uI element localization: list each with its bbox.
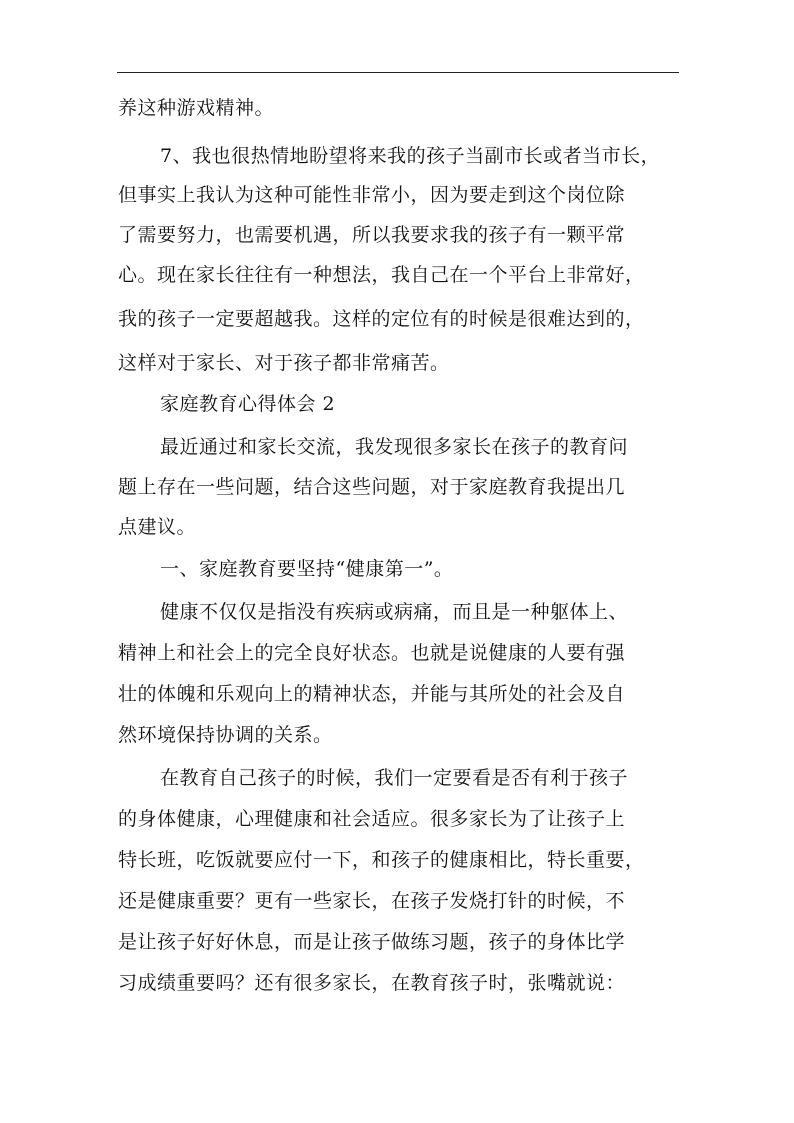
- text-line: 的身体健康，心理健康和社会适应。很多家长为了让孩子上: [118, 808, 626, 830]
- text-line: 壮的体魄和乐观向上的精神状态，并能与其所处的社会及自: [118, 683, 626, 705]
- subsection-heading: 一、家庭教育要坚持“健康第一”。: [160, 558, 454, 580]
- header-divider: [117, 72, 679, 73]
- text-line: 还是健康重要？更有一些家长，在孩子发烧打针的时候，不: [118, 890, 626, 912]
- text-line: 7、我也很热情地盼望将来我的孩子当副市长或者当市长，: [160, 145, 661, 167]
- text-line: 然环境保持协调的关系。: [118, 724, 333, 746]
- text-line: 特长班，吃饭就要应付一下，和孩子的健康相比，特长重要，: [118, 849, 645, 871]
- text-line: 我的孩子一定要超越我。这样的定位有的时候是很难达到的，: [118, 308, 645, 330]
- text-line: 精神上和社会上的完全良好状态。也就是说健康的人要有强: [118, 642, 626, 664]
- text-line: 题上存在一些问题，结合这些问题，对于家庭教育我提出几: [118, 476, 626, 498]
- text-line: 心。现在家长往往有一种想法，我自己在一个平台上非常好，: [118, 264, 645, 286]
- text-line: 最近通过和家长交流，我发现很多家长在孩子的教育问: [160, 436, 629, 458]
- text-line: 是让孩子好好休息，而是让孩子做练习题，孩子的身体比学: [118, 931, 626, 953]
- text-line: 但事实上我认为这种可能性非常小，因为要走到这个岗位除: [118, 184, 626, 206]
- section-heading: 家庭教育心得体会 2: [160, 393, 336, 415]
- text-line: 健康不仅仅是指没有疾病或病痛，而且是一种躯体上、: [160, 601, 629, 623]
- text-line: 点建议。: [118, 516, 197, 538]
- text-line: 了需要努力，也需要机遇，所以我要求我的孩子有一颗平常: [118, 224, 626, 246]
- text-line: 在教育自己孩子的时候，我们一定要看是否有利于孩子: [160, 767, 629, 789]
- text-line: 习成绩重要吗？还有很多家长，在教育孩子时，张嘴就说：: [118, 972, 626, 994]
- text-line: 这样对于家长、对于孩子都非常痛苦。: [118, 352, 450, 374]
- text-line: 养这种游戏精神。: [118, 97, 275, 119]
